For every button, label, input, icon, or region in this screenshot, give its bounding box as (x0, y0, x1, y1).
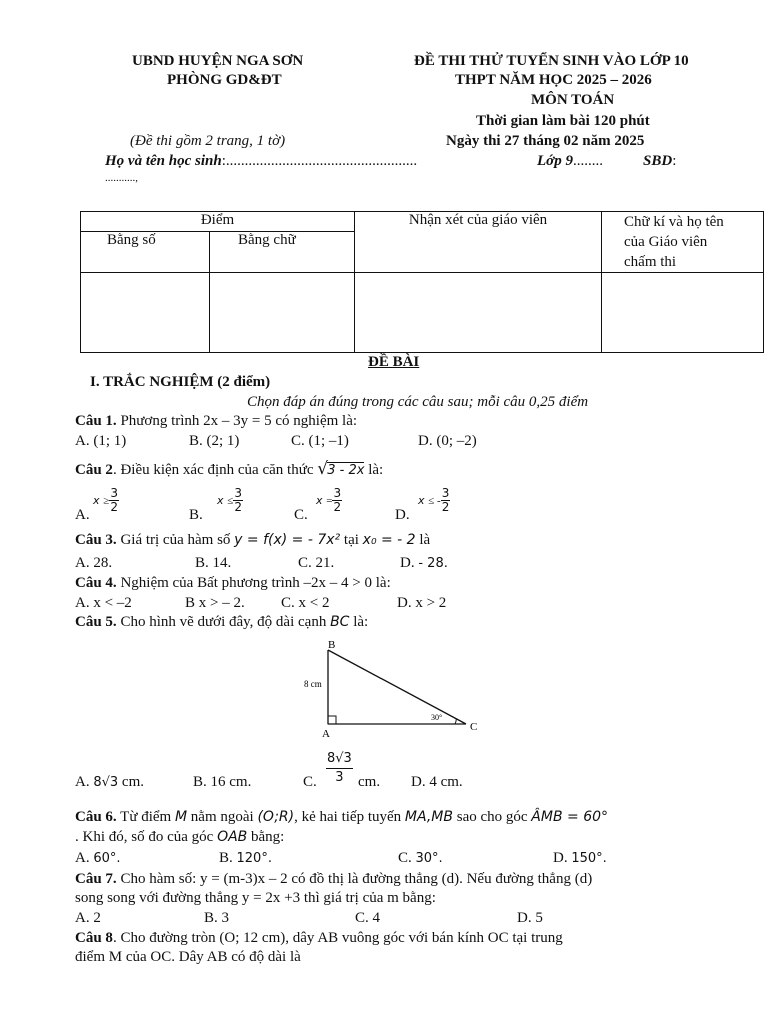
right-angle-mark (328, 716, 336, 724)
q5-option-b[interactable]: B. 16 cm. (193, 774, 252, 790)
q2-option-d-label[interactable]: D. (395, 507, 410, 523)
question-5: Câu 5. Cho hình vẽ dưới đây, độ dài cạnh BC là: (75, 614, 369, 630)
exam-title: ĐỀ THI THỬ TUYỂN SINH VÀO LỚP 10 (414, 53, 689, 69)
q3-option-c[interactable]: C. 21. (298, 555, 335, 571)
exam-date: Ngày thi 27 tháng 02 năm 2025 (446, 133, 645, 149)
grading-table (80, 211, 764, 353)
sbd-info: SBD: (643, 153, 677, 169)
side-length-label: 8 cm (304, 679, 322, 689)
class-label: Lớp 9 (537, 153, 573, 169)
q3-option-d[interactable]: D. - 28. (400, 555, 448, 571)
signature-header: Chữ kí và họ tên của Giáo viên chấm thi (602, 212, 764, 273)
vertex-b-label: B (328, 639, 336, 651)
q2-option-c-label[interactable]: C. (294, 507, 308, 523)
q3-option-a[interactable]: A. 28. (75, 555, 113, 571)
q1-option-c[interactable]: C. (1; –1) (291, 433, 349, 449)
sbd-field[interactable]: ..........., (105, 172, 138, 184)
class-field[interactable]: ........ (572, 153, 603, 169)
question-6-line-2: . Khi đó, số đo của góc OAB bằng: (75, 829, 285, 845)
q2-option-a-label[interactable]: A. (75, 507, 90, 523)
q2-option-d[interactable]: x ≤ - $\frac{3}{2}$ (418, 486, 450, 514)
q5-option-c[interactable]: $\frac{8√3}{3}$ (327, 751, 352, 785)
subject: MÔN TOÁN (531, 92, 615, 108)
department-name: UBND HUYỆN NGA SƠN (132, 53, 304, 69)
page-count-note: (Đề thi gồm 2 trang, 1 tờ) (130, 133, 286, 149)
score-words-cell[interactable] (210, 273, 355, 353)
q2-option-b[interactable]: x ≤ $\frac{3}{2}$ (217, 486, 242, 514)
vertex-a-label: A (322, 728, 330, 740)
right-triangle-figure (298, 632, 488, 744)
question-2: Câu 2. Điều kiện xác định của căn thức √ 3 - 2x là: (75, 459, 384, 479)
q4-option-a[interactable]: A. x < –2 (75, 595, 132, 611)
q4-option-b[interactable]: B x > – 2. (185, 595, 245, 611)
signature-cell[interactable] (602, 273, 764, 353)
q1-option-b[interactable]: B. (2; 1) (189, 433, 240, 449)
student-name-field[interactable]: :................................................... (221, 153, 418, 169)
office-name: PHÒNG GD&ĐT (167, 72, 282, 88)
q2-option-c[interactable]: x = $\frac{3}{2}$ (316, 486, 342, 514)
q1-option-a[interactable]: A. (1; 1) (75, 433, 127, 449)
school-year: THPT NĂM HỌC 2025 – 2026 (455, 72, 652, 88)
score-header: Điểm (81, 212, 355, 232)
q7-option-d[interactable]: D. 5 (517, 910, 543, 926)
q7-option-c[interactable]: C. 4 (355, 910, 381, 926)
question-8: Câu 8. Cho đường tròn (O; 12 cm), dây AB vuông góc với bán kính OC tại trung (75, 930, 563, 946)
q3-option-b[interactable]: B. 14. (195, 555, 232, 571)
q2-option-a[interactable]: x ≥ $\frac{3}{2}$ (93, 486, 118, 514)
question-6: Câu 6. Từ điểm M nằm ngoài (O;R), kẻ hai tiếp tuyến MA,MB sao cho góc ÂMB = 60° (75, 809, 609, 825)
q5-option-c-label[interactable]: C. (303, 774, 317, 790)
q5-option-d[interactable]: D. 4 cm. (411, 774, 463, 790)
instructions: Chọn đáp án đúng trong các câu sau; mỗi câu 0,25 điểm (247, 394, 589, 410)
student-info-line (105, 153, 417, 170)
question-7-line-2: song song với đường thẳng y = 2x +3 thì giá trị của m bằng: (75, 890, 436, 906)
q5-option-c-unit: cm. (358, 774, 381, 790)
q1-option-d[interactable]: D. (0; –2) (418, 433, 477, 449)
function-expression: y = f(x) = - 7x² (234, 532, 341, 548)
question-7: Câu 7. Cho hàm số: y = (m-3)x – 2 có đồ thị là đường thẳng (d). Nếu đường thẳng (d) (75, 871, 593, 887)
q6-option-c[interactable]: C. 30°. (398, 850, 443, 866)
q4-option-c[interactable]: C. x < 2 (281, 595, 330, 611)
q6-option-d[interactable]: D. 150°. (553, 850, 607, 866)
question-1: Câu 1. Phương trình 2x – 3y = 5 có nghiệm là: (75, 413, 358, 429)
exam-heading: ĐỀ BÀI (368, 354, 420, 370)
section-title: I. TRẮC NGHIỆM (2 điểm) (90, 374, 271, 390)
angle-arc (455, 719, 456, 724)
score-words-header: Bằng chữ (210, 232, 355, 273)
q2-option-b-label[interactable]: B. (189, 507, 203, 523)
question-4: Câu 4. Nghiệm của Bất phương trình –2x – 4 > 0 là: (75, 575, 391, 591)
class-info (537, 153, 603, 170)
side-bc (328, 650, 466, 724)
question-8-line-2: điểm M của OC. Dây AB có độ dài là (75, 949, 301, 965)
student-name-label: Họ và tên học sinh (105, 153, 222, 169)
score-number-cell[interactable] (81, 273, 210, 353)
angle-label: 30° (431, 713, 443, 722)
question-3: Câu 3. Giá trị của hàm số y = f(x) = - 7x² tại x₀ = - 2 là (75, 532, 431, 548)
comment-header: Nhận xét của giáo viên (355, 212, 602, 273)
q7-option-b[interactable]: B. 3 (204, 910, 230, 926)
time-limit: Thời gian làm bài 120 phút (476, 113, 650, 129)
sqrt-expression: √ 3 - 2x (317, 459, 365, 479)
q6-option-a[interactable]: A. 60°. (75, 850, 121, 866)
q7-option-a[interactable]: A. 2 (75, 910, 101, 926)
q4-option-d[interactable]: D. x > 2 (397, 595, 447, 611)
comment-cell[interactable] (355, 273, 602, 353)
sbd-label: SBD (643, 153, 673, 169)
q6-option-b[interactable]: B. 120°. (219, 850, 272, 866)
q5-option-a[interactable]: A. 8√3 cm. (75, 774, 144, 790)
score-number-header: Bằng số (81, 232, 210, 273)
vertex-c-label: C (470, 721, 478, 733)
x0-value: x₀ = - 2 (362, 532, 416, 548)
